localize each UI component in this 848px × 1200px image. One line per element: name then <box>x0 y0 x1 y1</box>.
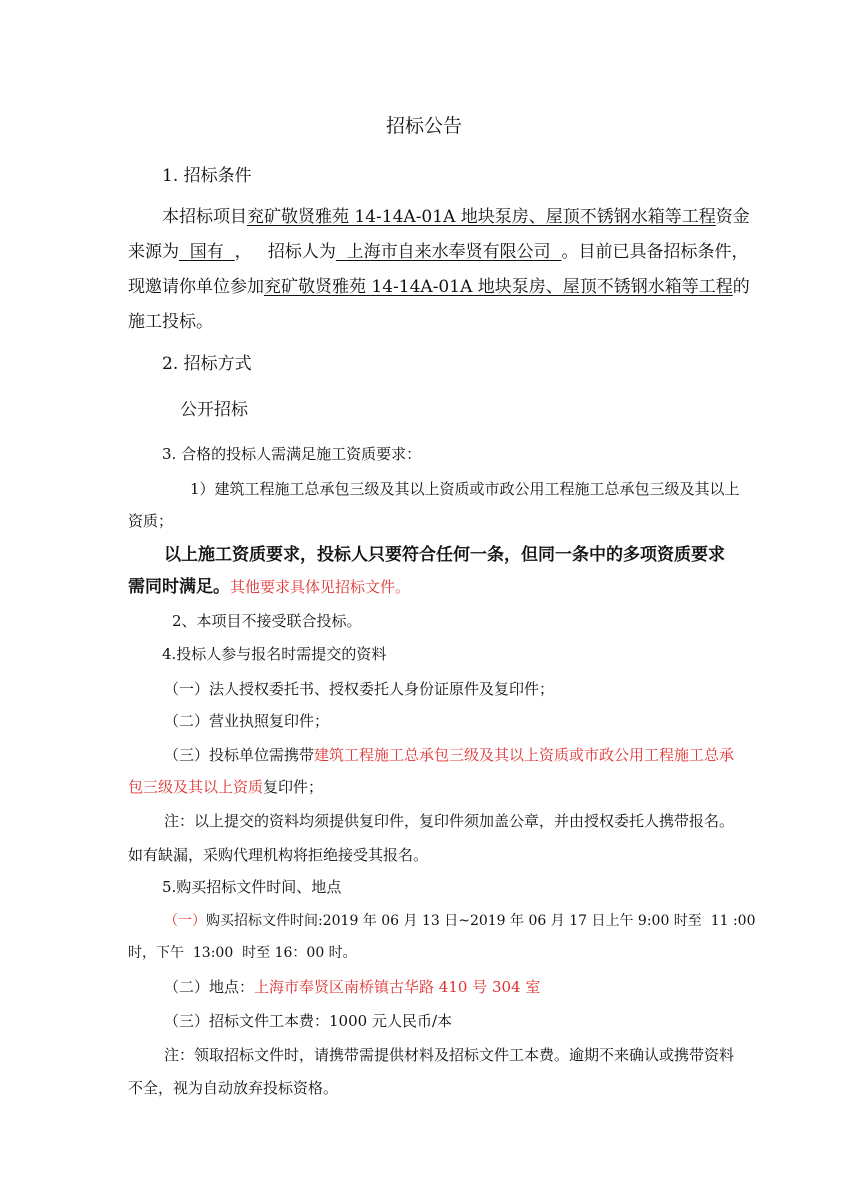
red-text: 建筑工程施工总承包三级及其以上资质或市政公用工程施工总承 <box>314 746 735 764</box>
project-name: 兖矿敬贤雅苑 14-14A-01A 地块泵房、屋顶不锈钢水箱等工程 <box>247 207 716 227</box>
section-4-heading: 4.投标人参与报名时需提交的资料 <box>162 645 387 663</box>
section-2-body: 公开招标 <box>180 400 248 420</box>
section-1-line-2 <box>128 242 748 262</box>
section-5-note-line-2: 不全，视为自动放弃投标资格。 <box>128 1079 339 1097</box>
section-1-heading: 1. 招标条件 <box>162 166 252 186</box>
page-title: 招标公告 <box>385 115 462 137</box>
text: 资金 <box>715 207 750 227</box>
section-4-note-line-2: 如有缺漏，采购代理机构将拒绝接受其报名。 <box>128 846 429 864</box>
section-5-heading: 5.购买招标文件时间、地点 <box>162 878 342 896</box>
section-3-heading: 3. 合格的投标人需满足施工资质要求： <box>162 445 422 463</box>
text: （二）地点： <box>164 978 255 996</box>
red-text: （一） <box>164 913 206 929</box>
text: 本招标项目 <box>162 207 247 227</box>
text: 来源为 <box>128 242 179 262</box>
red-note: 其他要求具体见招标文件。 <box>230 578 411 596</box>
section-2-heading: 2. 招标方式 <box>162 354 252 374</box>
section-1-line-4: 施工投标。 <box>128 312 213 332</box>
bold-note-line-1: 以上施工资质要求，投标人只要符合任何一条，但同一条中的多项资质要求 <box>164 545 725 565</box>
requirement-1-line-1: 1）建筑工程施工总承包三级及其以上资质或市政公用工程施工总承包三级及其以上 <box>190 480 740 498</box>
section-4-item-3-line-2 <box>128 777 323 797</box>
requirement-1-line-2: 资质； <box>128 512 174 530</box>
red-text: 包三级及其以上资质 <box>128 778 264 796</box>
text: ， 招标人为 <box>234 242 336 262</box>
section-5-item-3: （三）招标文件工本费：1000 元人民币/本 <box>164 1012 452 1030</box>
text: 的 <box>732 277 750 297</box>
section-5-item-2 <box>164 977 540 997</box>
project-name: 兖矿敬贤雅苑 14-14A-01A 地块泵房、屋顶不锈钢水箱等工程 <box>264 277 733 297</box>
text: 。目前已具备招标条件， <box>561 242 749 262</box>
section-4-note-line-1: 注：以上提交的资料均须提供复印件，复印件须加盖公章，并由授权委托人携带报名。 <box>164 812 735 830</box>
section-4-item-3-line-1 <box>164 745 734 765</box>
bold-text: 需同时满足。 <box>128 577 230 597</box>
bold-note-line-2 <box>128 577 410 597</box>
section-1-line-1 <box>162 207 750 227</box>
section-4-item-1: （一）法人授权委托书、授权委托人身份证原件及复印件； <box>164 680 555 698</box>
text: 购买招标文件时间:2019 年 06 月 13 日~2019 年 06 月 17 日上午 9:00 时至 11 :00 <box>206 913 756 929</box>
section-3-item-2: 2、本项目不接受联合投标。 <box>172 612 362 630</box>
section-5-item-1-line-2: 时，下午 13:00 时至 16：00 时。 <box>128 945 357 961</box>
text: （三）投标单位需携带 <box>164 746 315 764</box>
text: 现邀请你单位参加 <box>128 277 264 297</box>
section-5-note-line-1: 注：领取招标文件时，请携带需提供材料及招标文件工本费。逾期不来确认或携带资料 <box>164 1046 735 1064</box>
section-4-item-2: （二）营业执照复印件； <box>164 712 330 730</box>
tenderer-name: 上海市自来水奉贤有限公司 <box>335 242 562 262</box>
fund-source: 国有 <box>179 242 235 262</box>
section-1-line-3 <box>128 277 750 297</box>
location-address: 上海市奉贤区南桥镇古华路 410 号 304 室 <box>254 978 541 996</box>
text: 复印件； <box>263 778 324 796</box>
section-5-item-1-line-1 <box>164 911 756 931</box>
